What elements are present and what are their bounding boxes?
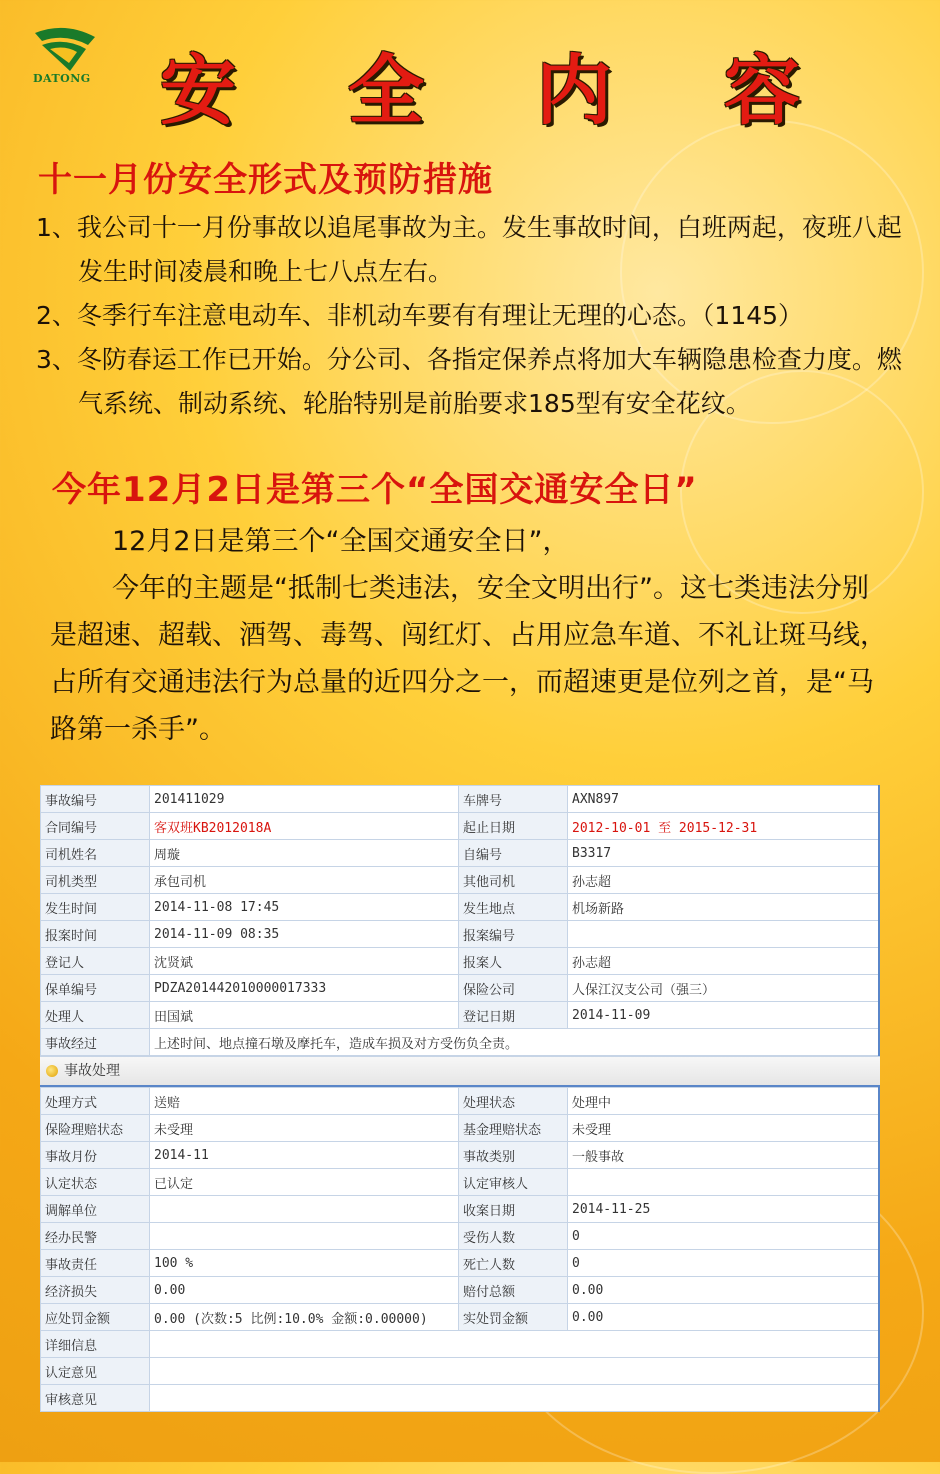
- field-label: 事故经过: [41, 1029, 150, 1056]
- section1-heading: 十一月份安全形式及预防措施: [38, 160, 493, 200]
- field-label: 合同编号: [41, 813, 150, 840]
- table-row: [41, 840, 880, 867]
- title-char: 内: [536, 46, 612, 135]
- field-label: 认定审核人: [459, 1169, 568, 1196]
- field-value: 送赔: [150, 1088, 459, 1115]
- field-value: PDZA201442010000017333: [150, 975, 459, 1002]
- section2-body: [50, 518, 890, 753]
- field-label: 详细信息: [41, 1331, 150, 1358]
- field-value: 2012-10-01 至 2015-12-31: [568, 813, 880, 840]
- field-value: 一般事故: [568, 1142, 880, 1169]
- field-label: 赔付总额: [459, 1277, 568, 1304]
- field-label: 认定状态: [41, 1169, 150, 1196]
- field-value: 未受理: [150, 1115, 459, 1142]
- field-value: 孙志超: [568, 948, 880, 975]
- field-label: 司机姓名: [41, 840, 150, 867]
- table-row: [41, 1250, 880, 1277]
- field-value: 2014-11-09 08:35: [150, 921, 459, 948]
- field-value: [150, 1385, 880, 1412]
- field-label: 经济损失: [41, 1277, 150, 1304]
- field-label: 司机类型: [41, 867, 150, 894]
- table-row: [41, 1385, 880, 1412]
- table-row: [41, 1115, 880, 1142]
- table-row: [41, 1088, 880, 1115]
- table-row: [41, 1002, 880, 1029]
- section-title: 事故处理: [64, 1063, 120, 1079]
- field-label: 受伤人数: [459, 1223, 568, 1250]
- field-value: [150, 1358, 880, 1385]
- table-row: [41, 975, 880, 1002]
- field-label: 收案日期: [459, 1196, 568, 1223]
- body-line: 12月2日是第三个“全国交通安全日”，: [112, 526, 570, 557]
- field-value: 处理中: [568, 1088, 880, 1115]
- field-label: 认定意见: [41, 1358, 150, 1385]
- table-row: [41, 1196, 880, 1223]
- field-label: 基金理赔状态: [459, 1115, 568, 1142]
- field-value: 孙志超: [568, 867, 880, 894]
- field-label: 应处罚金额: [41, 1304, 150, 1331]
- section1-list: [36, 206, 906, 426]
- field-value: [150, 1331, 880, 1358]
- field-value: 2014-11: [150, 1142, 459, 1169]
- field-label: 事故编号: [41, 786, 150, 813]
- field-value: 201411029: [150, 786, 459, 813]
- field-value: 田国斌: [150, 1002, 459, 1029]
- field-label: 车牌号: [459, 786, 568, 813]
- list-item: 2、冬季行车注意电动车、非机动车要有有理让无理的心态。（1145）: [36, 301, 804, 330]
- list-item: 3、冬防春运工作已开始。分公司、各指定保养点将加大车辆隐患检查力度。燃气系统、制动系统、轮胎特别是前胎要求185型有安全花纹。: [36, 345, 902, 418]
- table-row: [41, 1223, 880, 1250]
- field-label: 审核意见: [41, 1385, 150, 1412]
- table-row: [41, 948, 880, 975]
- field-label: 登记人: [41, 948, 150, 975]
- table-row: [41, 1169, 880, 1196]
- table-row: [41, 921, 880, 948]
- field-value: 沈贤斌: [150, 948, 459, 975]
- field-label: 报案编号: [459, 921, 568, 948]
- title-char: 安: [160, 46, 236, 135]
- field-value: [150, 1223, 459, 1250]
- table-row: [41, 1304, 880, 1331]
- field-value: 机场新路: [568, 894, 880, 921]
- field-label: 登记日期: [459, 1002, 568, 1029]
- field-value: 0.00 (次数:5 比例:10.0% 金额:0.00000): [150, 1304, 459, 1331]
- field-value: 0: [568, 1223, 880, 1250]
- field-label: 事故月份: [41, 1142, 150, 1169]
- table-row: [41, 1331, 880, 1358]
- field-label: 保险公司: [459, 975, 568, 1002]
- section2-heading: 今年12月2日是第三个“全国交通安全日”: [52, 470, 698, 510]
- list-item: 1、我公司十一月份事故以追尾事故为主。发生事故时间，白班两起，夜班八起发生时间凌晨和晚上七八点左右。: [36, 213, 902, 286]
- field-label: 处理状态: [459, 1088, 568, 1115]
- field-label: 事故类别: [459, 1142, 568, 1169]
- accident-handling-table: [40, 1087, 880, 1412]
- field-label: 经办民警: [41, 1223, 150, 1250]
- field-label: 事故责任: [41, 1250, 150, 1277]
- field-label: 实处罚金额: [459, 1304, 568, 1331]
- field-value: 2014-11-25: [568, 1196, 880, 1223]
- poster-title: [160, 30, 800, 139]
- field-value: [568, 921, 880, 948]
- field-label: 报案时间: [41, 921, 150, 948]
- field-value: 周璇: [150, 840, 459, 867]
- table-row: [41, 786, 880, 813]
- table-row: [41, 1142, 880, 1169]
- field-value: 100 %: [150, 1250, 459, 1277]
- table-row: [41, 867, 880, 894]
- table-row: [41, 894, 880, 921]
- logo-text: DATONG: [33, 72, 91, 85]
- field-value: 0.00: [568, 1304, 880, 1331]
- field-label: 处理方式: [41, 1088, 150, 1115]
- field-value: AXN897: [568, 786, 880, 813]
- field-value: 2014-11-09: [568, 1002, 880, 1029]
- field-value: 2014-11-08 17:45: [150, 894, 459, 921]
- field-label: 发生地点: [459, 894, 568, 921]
- title-char: 容: [724, 46, 800, 135]
- field-label: 自编号: [459, 840, 568, 867]
- table-row: [41, 1358, 880, 1385]
- accident-record-panel: [40, 785, 880, 1412]
- field-value: 0.00: [568, 1277, 880, 1304]
- field-label: 发生时间: [41, 894, 150, 921]
- field-value: 未受理: [568, 1115, 880, 1142]
- bullet-icon: [46, 1065, 58, 1077]
- title-char: 全: [348, 46, 424, 135]
- field-label: 保单编号: [41, 975, 150, 1002]
- accident-info-table: [40, 785, 880, 1056]
- field-label: 死亡人数: [459, 1250, 568, 1277]
- table-row: [41, 1029, 880, 1056]
- field-value: [150, 1196, 459, 1223]
- table-row: [41, 1277, 880, 1304]
- field-value: 已认定: [150, 1169, 459, 1196]
- field-value: 客双班KB2012018A: [150, 813, 459, 840]
- field-value: [568, 1169, 880, 1196]
- field-value: 0: [568, 1250, 880, 1277]
- body-paragraph: 今年的主题是“抵制七类违法，安全文明出行”。这七类违法分别是超速、超载、酒驾、毒驾、闯红灯、占用应急车道、不礼让斑马线，占所有交通违法行为总量的近四分之一，而超速更是位列之首，是“马路第一杀手”。: [50, 573, 887, 745]
- field-value: 0.00: [150, 1277, 459, 1304]
- field-label: 处理人: [41, 1002, 150, 1029]
- field-label: 起止日期: [459, 813, 568, 840]
- field-value: 人保江汉支公司（强三）: [568, 975, 880, 1002]
- field-value: 承包司机: [150, 867, 459, 894]
- field-label: 调解单位: [41, 1196, 150, 1223]
- field-label: 保险理赔状态: [41, 1115, 150, 1142]
- section-header-accident-handling: [40, 1056, 880, 1087]
- field-label: 其他司机: [459, 867, 568, 894]
- field-label: 报案人: [459, 948, 568, 975]
- table-row: [41, 813, 880, 840]
- field-value: B3317: [568, 840, 880, 867]
- field-value: 上述时间、地点撞石墩及摩托车，造成车损及对方受伤负全责。: [150, 1029, 880, 1056]
